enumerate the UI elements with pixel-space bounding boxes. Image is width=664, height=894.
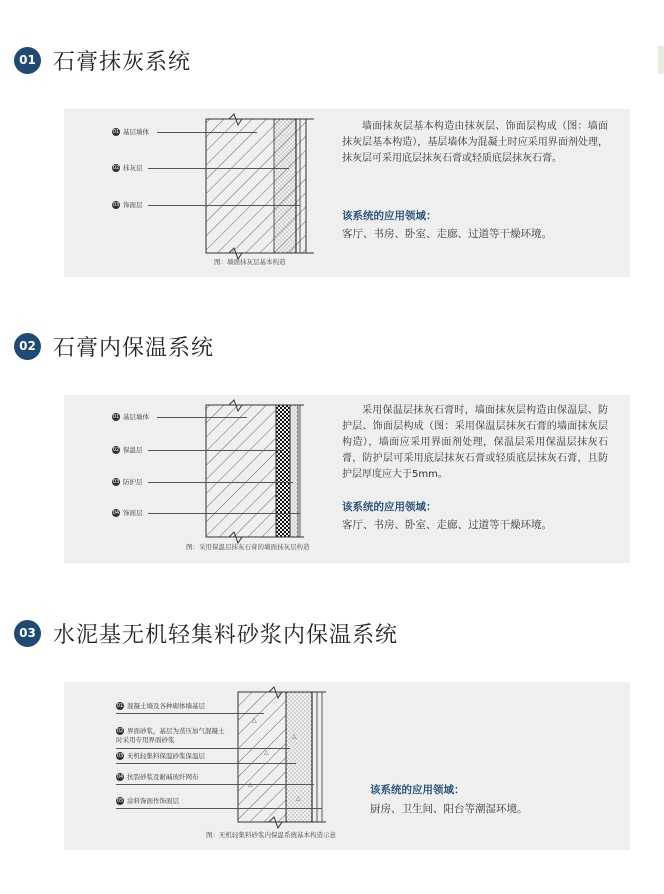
layer-label-1: 01 基层墙体 <box>112 413 149 421</box>
leader-line <box>157 417 247 418</box>
layer-label-3: 03 防护层 <box>112 478 143 486</box>
layer-label-3: 03 饰面层 <box>112 201 143 209</box>
section-number-badge: 03 <box>14 620 41 647</box>
svg-text:△: △ <box>264 749 269 756</box>
leader-line <box>148 168 289 169</box>
layer-label-2: 02 保温层 <box>112 446 143 454</box>
layer-label-5: 05 涂料饰面作饰面层 <box>116 797 179 805</box>
page-edge-tab <box>658 46 664 74</box>
section-1-panel <box>64 109 630 277</box>
application-heading: 该系统的应用领域： <box>342 501 437 513</box>
leader-line <box>116 808 322 809</box>
leader-line <box>116 784 314 785</box>
leader-line <box>148 205 300 206</box>
section-3-header <box>14 618 398 648</box>
section-number-badge: 01 <box>14 47 41 74</box>
application-heading: 该系统的应用领域： <box>370 784 465 796</box>
layer-label-4: 04 抗裂砂浆及耐碱玻纤网布 <box>116 773 199 781</box>
application-text: 客厅、书房、卧室、走廊、过道等干燥环境。 <box>342 228 552 240</box>
layer-label-1: 01 基层墙体 <box>112 128 149 136</box>
application-text: 厨房、卫生间、阳台等潮湿环境。 <box>370 803 528 815</box>
section-title: 石膏抹灰系统 <box>53 49 192 75</box>
leader-line <box>116 748 290 749</box>
section-description: 采用保温层抹灰石膏时，墙面抹灰层构造由保温层、防护层、饰面层构成（图：采用保温层抹灰石膏的墙面抹灰层构造），墙面应采用界面剂处理，保温层采用保温层抹灰石膏，防护层可采用底层抹灰石膏或轻质底层抹灰石膏，且防护层厚度应大于5mm。 <box>342 405 608 480</box>
layer-label-2: 02 抹灰层 <box>112 164 143 172</box>
leader-line <box>148 450 282 451</box>
svg-text:△: △ <box>248 781 253 788</box>
section-3-panel <box>64 682 630 850</box>
section-number-badge: 02 <box>14 333 41 360</box>
diagram-caption: 图：无机轻集料砂浆内保温系统基本构造示意 <box>206 831 336 839</box>
leader-line <box>157 132 257 133</box>
diagram-caption: 图：采用保温层抹灰石膏的墙面抹灰层构造 <box>186 543 310 551</box>
application-text: 客厅、书房、卧室、走廊、过道等干燥环境。 <box>342 519 552 531</box>
layer-label-3: 03 无机轻集料保温砂浆保温层 <box>116 752 205 760</box>
section-description: 墙面抹灰层基本构造由抹灰层、饰面层构成（图：墙面抹灰层基本构造），基层墙体为混凝土时应采用界面剂处理，抹灰层可采用底层抹灰石膏或轻质底层抹灰石膏。 <box>342 121 608 164</box>
layer-label-2: 02 界面砂浆，基层为蒸压加气混凝土时采用专用界面砂浆 <box>116 727 225 744</box>
leader-line <box>148 513 300 514</box>
svg-text:△: △ <box>292 733 297 740</box>
layer-label-1: 01 混凝土墙及各种砌体墙基层 <box>116 702 205 710</box>
section-2-panel <box>64 395 630 563</box>
section-title: 水泥基无机轻集料砂浆内保温系统 <box>53 622 399 648</box>
section-2-header <box>14 331 214 361</box>
leader-line <box>116 713 264 714</box>
section-title: 石膏内保温系统 <box>53 335 215 361</box>
svg-text:△: △ <box>296 795 301 802</box>
section-1-header <box>14 45 191 75</box>
svg-text:△: △ <box>252 717 257 724</box>
diagram-caption: 图：墙面抹灰层基本构造 <box>214 258 286 266</box>
application-heading: 该系统的应用领域： <box>342 210 437 222</box>
layer-label-4: 04 饰面层 <box>112 509 143 517</box>
leader-line <box>116 763 296 764</box>
leader-line <box>148 482 293 483</box>
